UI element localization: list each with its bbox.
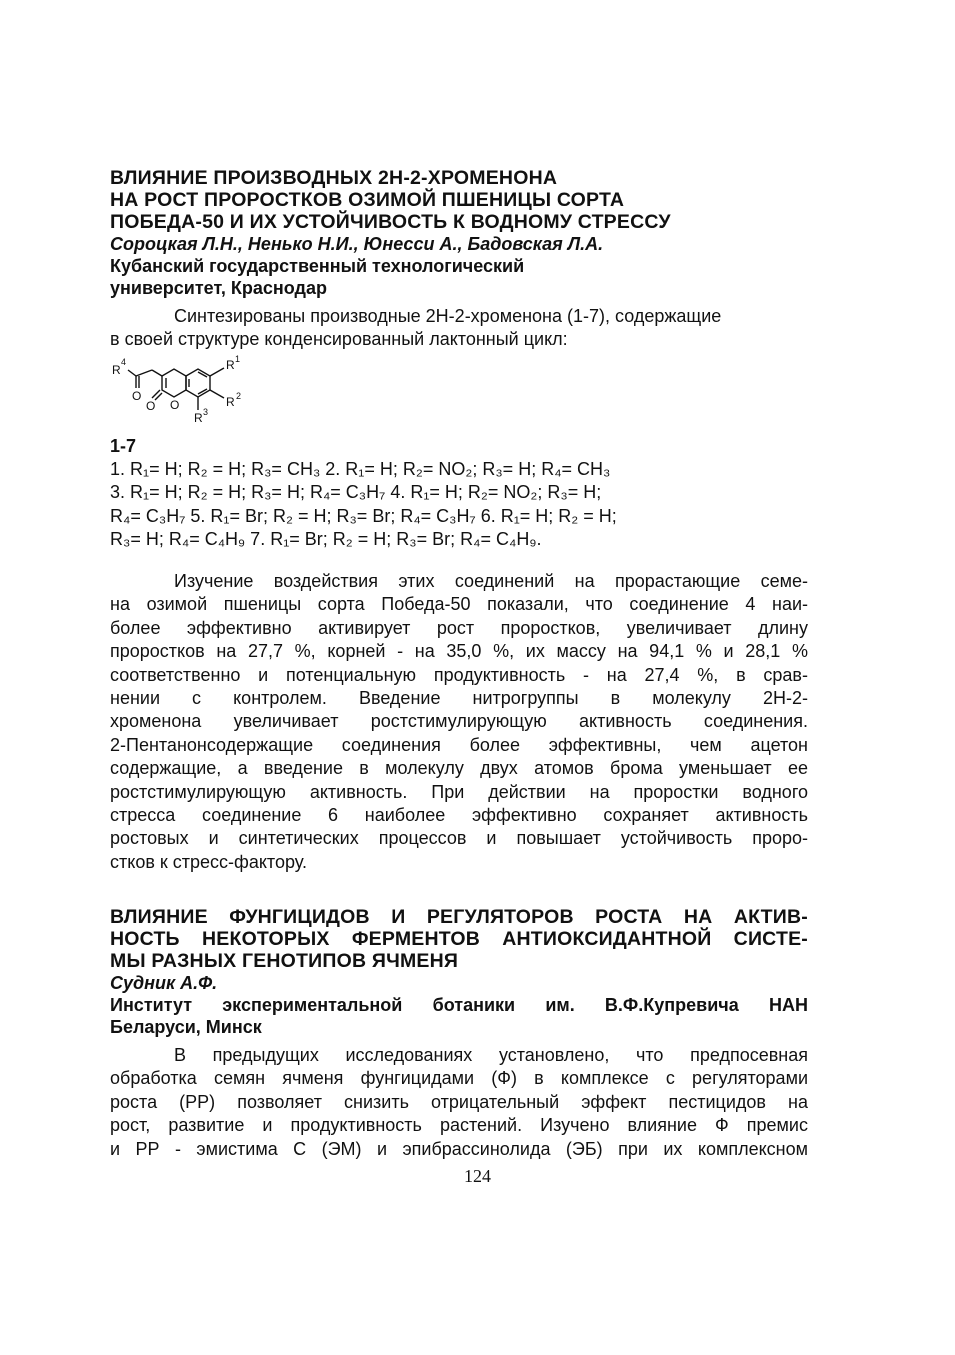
body-line: соответственно и потенциальную продуктивность - на 27,4 %, в срав- <box>110 664 808 685</box>
substituent-line: R₄= C₃H₇ 5. R₁= Br; R₂ = H; R₃= Br; R₄= C₃H₇ 6. R₁= H; R₂ = H; <box>110 505 617 526</box>
article2-authors: Судник А.Ф. <box>110 973 218 993</box>
structure-label: 3 <box>203 407 209 417</box>
body-line: хроменона увеличивает ростстимулирующую активность соединения. <box>110 711 808 732</box>
article2-affiliation-line: Беларуси, Минск <box>110 1017 262 1037</box>
article1-intro <box>110 305 808 352</box>
body-line: нении с контролем. Введение нитрогруппы в молекулу 2Н-2- <box>110 688 808 709</box>
article1-intro-line: Синтезированы производные 2Н-2-хроменона (1-7), содержащие <box>174 306 722 326</box>
article1-title-line: НА РОСТ ПРОРОСТКОВ ОЗИМОЙ ПШЕНИЦЫ СОРТА <box>110 189 625 211</box>
body-line: обработка семян ячменя фунгицидами (Ф) в комплексе с регуляторами <box>110 1068 808 1089</box>
substituent-line: R₃= H; R₄= C₄H₉ 7. R₁= Br; R₂ = H; R₃= Br; R₄= C₄H₉. <box>110 529 542 550</box>
structure-label: O <box>146 399 156 413</box>
article1-title <box>110 167 808 299</box>
body-line: и РР - эмистима С (ЭМ) и эпибрассинолида (ЭБ) при их комплексном <box>110 1138 808 1159</box>
article2-title-line: НОСТЬ НЕКОТОРЫХ ФЕРМЕНТОВ АНТИОКСИДАНТНОЙ СИСТЕ- <box>110 928 808 950</box>
compound-label: 1-7 <box>110 436 137 456</box>
article1-intro-line: в своей структуре конденсированный лактонный цикл: <box>110 329 568 350</box>
body-line: более эффективно активирует рост проростков, увеличивает длину <box>110 617 808 638</box>
body-line: 2-Пентанонсодержащие соединения более эффективны, чем ацетон <box>110 734 808 755</box>
article1-affiliation-line: Кубанский государственный технологический <box>110 256 525 276</box>
body-line: на озимой пшеницы сорта Победа-50 показали, что соединение 4 наи- <box>110 594 808 615</box>
structure-label: 1 <box>235 354 241 364</box>
structure-label: R <box>226 395 235 409</box>
structure-label: O <box>170 398 180 412</box>
page-number: 124 <box>464 1166 491 1186</box>
substituent-line: 3. R₁= H; R₂ = H; R₃= H; R₄= C₃H₇ 4. R₁= H; R₂= NO₂; R₃= H; <box>110 482 602 503</box>
structure-label: R <box>194 411 203 425</box>
body-line: ростовых и синтетических процессов и повышает устойчивость проро- <box>110 828 808 849</box>
body-line: В предыдущих исследованиях установлено, что предпосевная <box>174 1045 808 1065</box>
article1-title-line: ВЛИЯНИЕ ПРОИЗВОДНЫХ 2Н-2-ХРОМЕНОНА <box>110 167 558 189</box>
substituent-line: 1. R₁= H; R₂ = H; R₃= CH₃ 2. R₁= H; R₂= NO₂; R₃= H; R₄= CH₃ <box>110 459 611 479</box>
body-line: ростстимулирующую активность. При действии на проростки водного <box>110 781 808 802</box>
substituent-list <box>110 458 808 552</box>
article2-title-line: МЫ РАЗНЫХ ГЕНОТИПОВ ЯЧМЕНЯ <box>110 950 459 972</box>
body-line: рост, развитие и продуктивность растений. Изучено влияние Ф премис <box>110 1115 808 1136</box>
structure-label: 4 <box>121 357 127 367</box>
body-line: содержащие, а введение в молекулу двух атомов брома уменьшает ее <box>110 758 808 779</box>
article2-affiliation-line: Институт экспериментальной ботаники им. В.Ф.Купревича НАН <box>110 995 808 1015</box>
body-line: роста (РР) позволяет снизить отрицательный эффект пестицидов на <box>110 1091 808 1112</box>
structure-label: R <box>226 358 235 372</box>
body-line: стков к стресс-фактору. <box>110 851 307 872</box>
body-line: Изучение воздействия этих соединений на прорастающие семе- <box>174 571 808 591</box>
article2-title <box>110 906 808 1038</box>
article2-body <box>110 1044 808 1161</box>
structure-label: 2 <box>236 391 242 401</box>
article1-authors: Сороцкая Л.Н., Ненько Н.И., Юнесси А., Бадовская Л.А. <box>110 234 604 254</box>
article2-title-line: ВЛИЯНИЕ ФУНГИЦИДОВ И РЕГУЛЯТОРОВ РОСТА НА АКТИВ- <box>110 906 808 928</box>
body-line: проростков на 27,7 %, корней - на 35,0 %, их массу на 94,1 % и 28,1 % <box>110 641 808 662</box>
article1-affiliation-line: университет, Краснодар <box>110 278 327 298</box>
article1-title-line: ПОБЕДА-50 И ИХ УСТОЙЧИВОСТЬ К ВОДНОМУ СТРЕССУ <box>110 211 671 233</box>
body-line: стресса соединение 6 наиболее эффективно сохраняет активность <box>110 805 808 826</box>
chromenone-structure-diagram <box>108 352 268 432</box>
structure-label: R <box>112 363 121 377</box>
article1-body <box>110 570 808 874</box>
structure-label: O <box>132 389 142 403</box>
